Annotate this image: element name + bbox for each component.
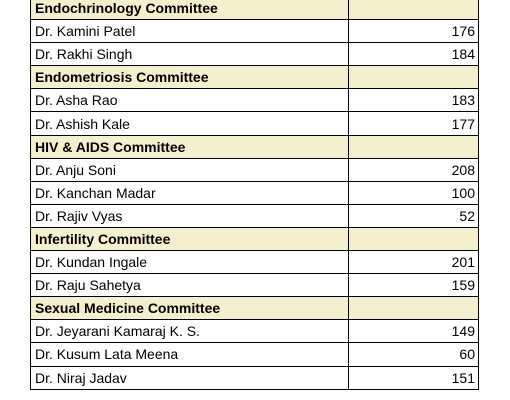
committee-header-row [31, 0, 479, 20]
member-row [31, 43, 479, 66]
vote-count-cell: 60 [349, 343, 479, 366]
member-row [31, 320, 479, 343]
committee-name-cell: HIV & AIDS Committee [31, 135, 349, 158]
member-name-cell: Dr. Kundan Ingale [31, 251, 349, 274]
committee-value-cell [349, 0, 479, 20]
committee-name-cell: Endochrinology Committee [31, 0, 349, 20]
member-row [31, 20, 479, 43]
vote-count-cell: 183 [349, 89, 479, 112]
vote-count-cell: 177 [349, 112, 479, 135]
member-name-cell: Dr. Rakhi Singh [31, 43, 349, 66]
member-name-cell: Dr. Ashish Kale [31, 112, 349, 135]
votes-table-body [31, 0, 479, 389]
member-row [31, 112, 479, 135]
committee-header-row [31, 66, 479, 89]
vote-count-cell: 52 [349, 204, 479, 227]
committee-name-cell: Endometriosis Committee [31, 66, 349, 89]
committee-header-row [31, 135, 479, 158]
vote-count-cell: 159 [349, 274, 479, 297]
committee-value-cell [349, 297, 479, 320]
member-name-cell: Dr. Raju Sahetya [31, 274, 349, 297]
member-name-cell: Dr. Jeyarani Kamaraj K. S. [31, 320, 349, 343]
committee-value-cell [349, 66, 479, 89]
member-row [31, 181, 479, 204]
member-row [31, 251, 479, 274]
member-name-cell: Dr. Niraj Jadav [31, 366, 349, 389]
vote-count-cell: 208 [349, 158, 479, 181]
member-row [31, 274, 479, 297]
member-name-cell: Dr. Asha Rao [31, 89, 349, 112]
member-row [31, 204, 479, 227]
member-row [31, 89, 479, 112]
vote-count-cell: 100 [349, 181, 479, 204]
member-name-cell: Dr. Kusum Lata Meena [31, 343, 349, 366]
committee-header-row [31, 297, 479, 320]
vote-count-cell: 184 [349, 43, 479, 66]
vote-count-cell: 176 [349, 20, 479, 43]
committee-value-cell [349, 227, 479, 250]
member-row [31, 158, 479, 181]
committee-value-cell [349, 135, 479, 158]
committee-name-cell: Infertility Committee [31, 227, 349, 250]
member-row [31, 366, 479, 389]
committee-name-cell: Sexual Medicine Committee [31, 297, 349, 320]
vote-count-cell: 149 [349, 320, 479, 343]
member-name-cell: Dr. Kanchan Madar [31, 181, 349, 204]
member-row [31, 343, 479, 366]
member-name-cell: Dr. Anju Soni [31, 158, 349, 181]
votes-table [30, 0, 479, 390]
member-name-cell: Dr. Kamini Patel [31, 20, 349, 43]
committee-header-row [31, 227, 479, 250]
member-name-cell: Dr. Rajiv Vyas [31, 204, 349, 227]
vote-count-cell: 201 [349, 251, 479, 274]
vote-count-cell: 151 [349, 366, 479, 389]
